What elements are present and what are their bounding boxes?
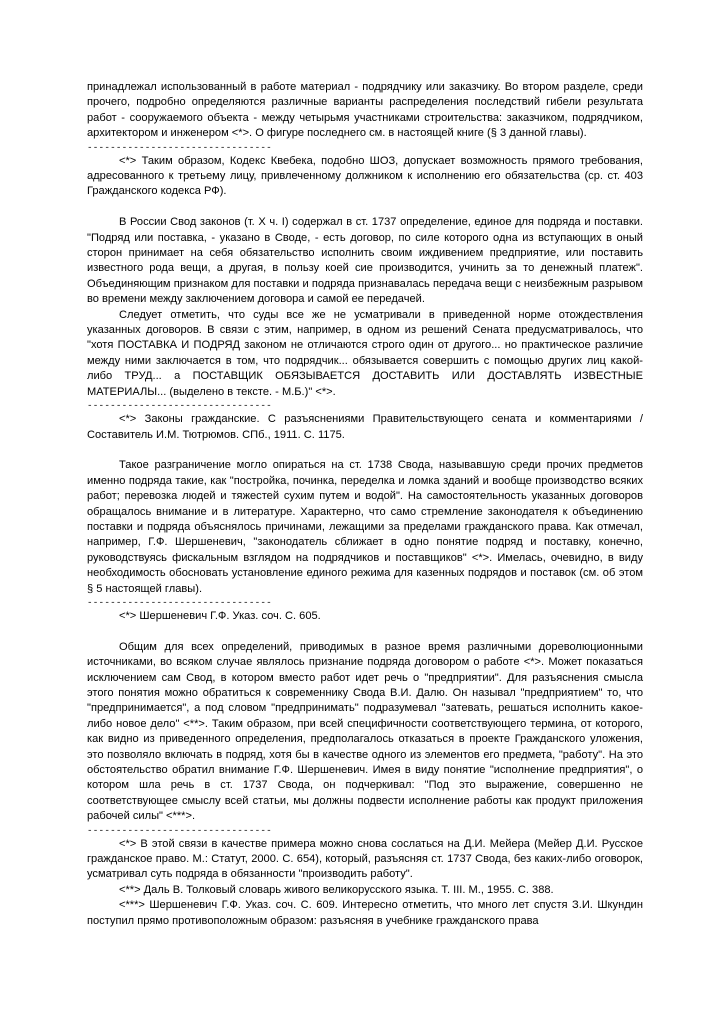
footnote-dal: <**> Даль В. Толковый словарь живого великорусского языка. Т. III. М., 1955. С. 388. — [119, 883, 554, 896]
footnote-separator: -------------------------------- — [87, 596, 272, 608]
footnote-shershenevich: <*> Шершеневич Г.Ф. Указ. соч. С. 605. — [119, 609, 321, 622]
footnote-separator: -------------------------------- — [87, 824, 272, 836]
paragraph-svod: В России Свод законов (т. X ч. I) содержал в ст. 1737 определение, единое для подряда и поставки. "Подряд или поставка, - указано в Своде, - есть договор, по силе которого одна из вступающих в оный сторон принимает на себя обязательство исполнить своим иждивением предприятие, или поставить известного рода вещи, а другая, в пользу коей сие производится, учинить за то денежный платеж". Объединяющим признаком для поставки и подряда признавалась передача вещи с неизбежным разрывом во времени между заключением договора и самой ее передачей. — [87, 216, 643, 306]
document-page — [87, 80, 643, 929]
paragraph-distinction: Такое разграничение могло опираться на ст. 1738 Свода, называвшую среди прочих предметов именно подряда такие, как "постройка, починка, переделка и ломка зданий и вообще производство всяких работ; перевозка людей и тяжестей сухим путем и водой". На самостоятельность указанных договоров обращалось внимание и в литературе. Характерно, что само стремление законодателя к объединению поставки и подряда объяснялось причинами, лежащими за пределами гражданского права. Как отмечал, например, Г.Ф. Шершеневич, "законодатель сближает в одно понятие подряд и поставку, конечно, руководствуясь фискальным взглядом на подрядчиков и поставщиков" <*>. Имелась, очевидно, в виду необходимость обосновать установление единого режима для казенных подрядов и поставок (см. об этом § 5 настоящей главы). — [87, 459, 643, 595]
spacer — [87, 624, 643, 639]
footnote-quebec: <*> Таким образом, Кодекс Квебека, подобно ШОЗ, допускает возможность прямого требования, адресованного к третьему лицу, привлеченному должником к исполнению его обязательства (ср. ст. 403 Гражданского кодекса РФ). — [87, 154, 643, 198]
paragraph-intro: принадлежал использованный в работе материал - подрядчику или заказчику. Во втором разделе, среди прочего, подробно определяются различные варианты распределения последствий гибели результата работ - сооружаемого объекта - между четырьмя участниками строительства: заказчиком, подрядчиком, архитектором и инженером <*>. О фигуре последнего см. в настоящей книге (§ 3 данной главы). — [87, 81, 643, 140]
footnote-separator: -------------------------------- — [87, 141, 272, 153]
footnote-laws: <*> Законы гражданские. С разъяснениями Правительствующего сената и комментариями / Составитель И.М. Тютрюмов. СПб., 1911. С. 1175. — [87, 413, 643, 441]
footnote-separator: -------------------------------- — [87, 400, 272, 412]
footnote-meyer: <*> В этой связи в качестве примера можно снова сослаться на Д.И. Мейера (Мейер Д.И. Русское гражданское право. М.: Статут, 2000. С. 654), который, разъясняя ст. 1737 Свода, без каких-либо оговорок, усматривал суть подряда в обязанности "производить работу". — [87, 837, 643, 881]
paragraph-senate: Следует отметить, что суды все же не усматривали в приведенной норме отождествления указанных договоров. В связи с этим, например, в одном из решений Сената предусматривалось, что "хотя ПОСТАВКА И ПОДРЯД законом не отличаются строго один от другого... но практическое различие между ними заключается в том, что подрядчик... обязывается совершить с помощью других лиц какой-либо ТРУД... а ПОСТАВЩИК ОБЯЗЫВАЕТСЯ ДОСТАВИТЬ ИЛИ ДОСТАВЛЯТЬ ИЗВЕСТНЫЕ МАТЕРИАЛЫ... (выделено в тексте. - М.Б.)" <*>. — [87, 308, 643, 398]
footnote-shkundin: <***> Шершеневич Г.Ф. Указ. соч. С. 609. Интересно отметить, что много лет спустя З.И. Шкундин поступил прямо противоположным образом: разъясняя в учебнике гражданского права — [87, 899, 643, 927]
spacer — [87, 443, 643, 458]
paragraph-definitions: Общим для всех определений, приводимых в разное время различными дореволюционными источниками, во всяком случае являлось признание подряда договором о работе <*>. Может показаться исключением сам Свод, в котором вместо работ идет речь о "предприятии". Для разъяснения смысла этого понятия можно обратиться к современнику Свода В.И. Далю. Он называл "предприятием" то, что "предпринимается", а под словом "предпринимать" подразумевал "затевать, решаться исполнить какое-либо новое дело" <**>. Таким образом, при всей специфичности соответствующего термина, от которого, как видно из приведенного определения, предполагалось отказаться в проекте Гражданского уложения, это позволяло включать в подряд, хотя бы в качестве одного из элементов его предмета, "работу". На это обстоятельство обратил внимание Г.Ф. Шершеневич. Имея в виду понятие "исполнение предприятия", о котором шла речь в ст. 1737 Свода, он подчеркивал: "Под это выражение, совершенно не соответствующее смыслу всей статьи, мы должны подвести исполнение работы как продукт приложения рабочей силы" <***>. — [87, 640, 643, 823]
spacer — [87, 200, 643, 215]
